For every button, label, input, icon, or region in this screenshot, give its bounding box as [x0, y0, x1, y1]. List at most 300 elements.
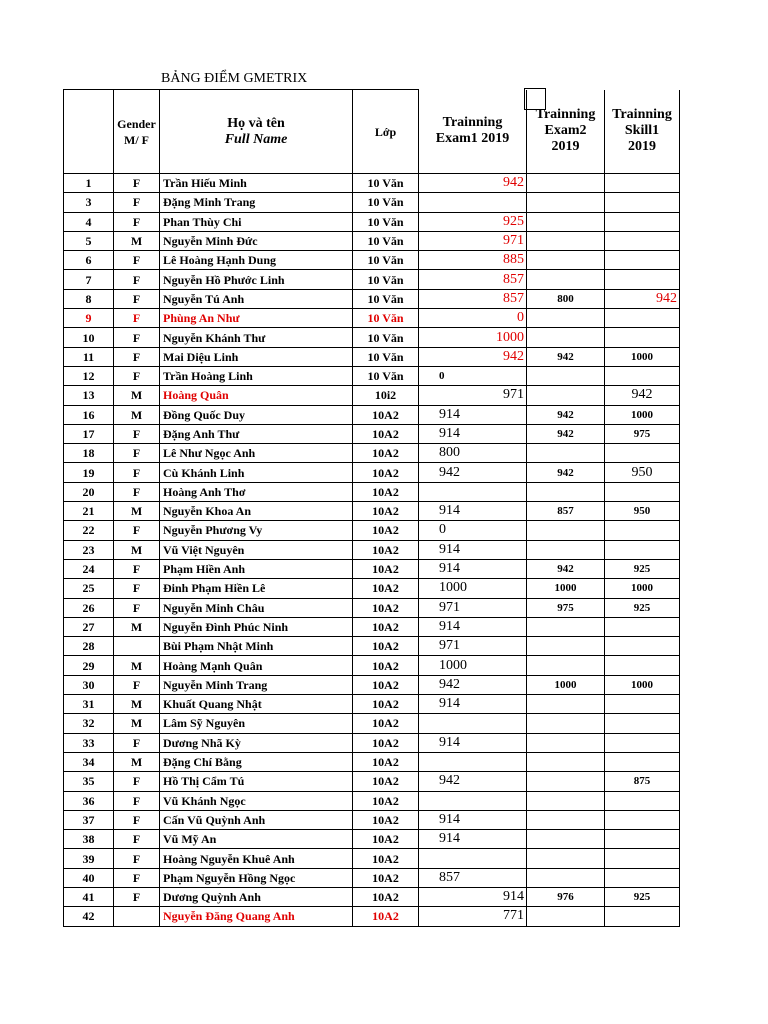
- full-name-cell: Hồ Thị Cẩm Tú: [160, 772, 353, 791]
- exam2-score: 800: [527, 289, 605, 308]
- exam2-score: 975: [527, 598, 605, 617]
- gender-cell: F: [114, 579, 160, 598]
- table-row: [64, 733, 680, 752]
- skill1-score-empty: [605, 540, 680, 559]
- table-row: [64, 270, 680, 289]
- skill1-score-empty: [605, 868, 680, 887]
- gender-cell: F: [114, 251, 160, 270]
- exam1-score: 914: [419, 540, 527, 559]
- skill1-score: 942: [605, 386, 680, 405]
- full-name-cell: Nguyễn Minh Trang: [160, 675, 353, 694]
- exam2-score: 1000: [527, 675, 605, 694]
- gender-cell: F: [114, 270, 160, 289]
- table-row: [64, 540, 680, 559]
- table-row: [64, 791, 680, 810]
- gender-cell: F: [114, 830, 160, 849]
- row-number: 42: [64, 907, 114, 926]
- class-cell: 10A2: [353, 502, 419, 521]
- exam2-score-empty: [527, 656, 605, 675]
- gender-cell: F: [114, 174, 160, 193]
- gender-cell: F: [114, 289, 160, 308]
- full-name-cell: Hoàng Nguyễn Khuê Anh: [160, 849, 353, 868]
- exam1-score: 1000: [419, 579, 527, 598]
- row-number: 10: [64, 328, 114, 347]
- row-number: 36: [64, 791, 114, 810]
- table-row: [64, 502, 680, 521]
- gender-cell: F: [114, 444, 160, 463]
- skill1-score-empty: [605, 733, 680, 752]
- full-name-cell: Cù Khánh Linh: [160, 463, 353, 482]
- header-gender: Gender M/ F: [114, 90, 160, 174]
- exam1-score: 885: [419, 251, 527, 270]
- table-row: [64, 424, 680, 443]
- header-skill1: Trainning Skill1 2019: [605, 90, 680, 174]
- exam2-score: 1000: [527, 579, 605, 598]
- exam1-score: 914: [419, 424, 527, 443]
- gender-cell: F: [114, 193, 160, 212]
- exam2-score-empty: [527, 752, 605, 771]
- full-name-cell: Nguyễn Đăng Quang Anh: [160, 907, 353, 926]
- exam2-score-empty: [527, 772, 605, 791]
- skill1-score-empty: [605, 444, 680, 463]
- exam2-score: 942: [527, 463, 605, 482]
- exam1-score: 857: [419, 868, 527, 887]
- table-row: [64, 405, 680, 424]
- exam1-score: 942: [419, 347, 527, 366]
- full-name-cell: Phạm Hiền Anh: [160, 559, 353, 578]
- exam2-score-empty: [527, 251, 605, 270]
- row-number: 17: [64, 424, 114, 443]
- class-cell: 10A2: [353, 637, 419, 656]
- table-row: [64, 366, 680, 385]
- exam2-score: 942: [527, 405, 605, 424]
- class-cell: 10A2: [353, 772, 419, 791]
- class-cell: 10 Văn: [353, 174, 419, 193]
- full-name-cell: Đồng Quốc Duy: [160, 405, 353, 424]
- row-number: 16: [64, 405, 114, 424]
- exam1-score: 914: [419, 810, 527, 829]
- class-cell: 10A2: [353, 579, 419, 598]
- class-cell: 10A2: [353, 791, 419, 810]
- class-cell: 10 Văn: [353, 251, 419, 270]
- skill1-score-empty: [605, 212, 680, 231]
- class-cell: 10 Văn: [353, 309, 419, 328]
- exam1-score: 914: [419, 617, 527, 636]
- row-number: 34: [64, 752, 114, 771]
- full-name-cell: Khuất Quang Nhật: [160, 695, 353, 714]
- row-number: 21: [64, 502, 114, 521]
- class-cell: 10A2: [353, 849, 419, 868]
- gender-cell: F: [114, 849, 160, 868]
- row-number: 29: [64, 656, 114, 675]
- row-number: 4: [64, 212, 114, 231]
- gender-cell: M: [114, 714, 160, 733]
- header-no: [64, 90, 114, 174]
- header-exam1: Trainning Exam1 2019: [419, 90, 527, 174]
- gender-cell: F: [114, 366, 160, 385]
- exam2-score-empty: [527, 617, 605, 636]
- table-row: [64, 579, 680, 598]
- table-row: [64, 714, 680, 733]
- gender-cell: F: [114, 309, 160, 328]
- gender-cell: M: [114, 617, 160, 636]
- full-name-cell: Bùi Phạm Nhật Minh: [160, 637, 353, 656]
- row-number: 33: [64, 733, 114, 752]
- full-name-cell: Hoàng Anh Thơ: [160, 482, 353, 501]
- class-cell: 10A2: [353, 521, 419, 540]
- row-number: 39: [64, 849, 114, 868]
- class-cell: 10 Văn: [353, 347, 419, 366]
- full-name-cell: Dương Quỳnh Anh: [160, 887, 353, 906]
- header-row: [64, 90, 680, 174]
- gender-cell: M: [114, 752, 160, 771]
- exam1-score: 1000: [419, 328, 527, 347]
- exam2-score-empty: [527, 521, 605, 540]
- full-name-cell: Nguyễn Minh Châu: [160, 598, 353, 617]
- row-number: 27: [64, 617, 114, 636]
- exam2-score-empty: [527, 174, 605, 193]
- exam1-score: 0: [419, 521, 527, 540]
- gender-cell: F: [114, 733, 160, 752]
- full-name-cell: Đặng Anh Thư: [160, 424, 353, 443]
- table-row: [64, 887, 680, 906]
- table-row: [64, 637, 680, 656]
- full-name-cell: Đặng Chí Bằng: [160, 752, 353, 771]
- full-name-cell: Đinh Phạm Hiền Lê: [160, 579, 353, 598]
- exam1-score: 942: [419, 463, 527, 482]
- skill1-score-empty: [605, 752, 680, 771]
- row-number: 35: [64, 772, 114, 791]
- exam2-score-empty: [527, 231, 605, 250]
- gender-cell: F: [114, 482, 160, 501]
- class-cell: 10A2: [353, 868, 419, 887]
- table-row: [64, 772, 680, 791]
- table-row: [64, 559, 680, 578]
- table-row: [64, 231, 680, 250]
- row-number: 1: [64, 174, 114, 193]
- full-name-cell: Nguyễn Đình Phúc Ninh: [160, 617, 353, 636]
- class-cell: 10A2: [353, 830, 419, 849]
- skill1-score: 1000: [605, 347, 680, 366]
- class-cell: 10 Văn: [353, 231, 419, 250]
- exam2-score-empty: [527, 328, 605, 347]
- exam1-score: 971: [419, 386, 527, 405]
- row-number: 28: [64, 637, 114, 656]
- class-cell: 10 Văn: [353, 212, 419, 231]
- skill1-score-empty: [605, 270, 680, 289]
- class-cell: 10A2: [353, 887, 419, 906]
- exam1-score: 857: [419, 270, 527, 289]
- full-name-cell: Phùng An Như: [160, 309, 353, 328]
- score-table: [63, 89, 680, 927]
- row-number: 24: [64, 559, 114, 578]
- exam2-score: 976: [527, 887, 605, 906]
- table-row: [64, 309, 680, 328]
- row-number: 6: [64, 251, 114, 270]
- full-name-cell: Trần Hoàng Linh: [160, 366, 353, 385]
- table-row: [64, 695, 680, 714]
- gender-cell: F: [114, 424, 160, 443]
- full-name-cell: Nguyễn Hồ Phước Linh: [160, 270, 353, 289]
- exam2-score-empty: [527, 733, 605, 752]
- exam1-score: 1000: [419, 656, 527, 675]
- skill1-score: 975: [605, 424, 680, 443]
- class-cell: 10 Văn: [353, 366, 419, 385]
- class-cell: 10A2: [353, 482, 419, 501]
- full-name-cell: Vũ Mỹ An: [160, 830, 353, 849]
- row-number: 22: [64, 521, 114, 540]
- exam2-score: 942: [527, 424, 605, 443]
- full-name-cell: Phan Thùy Chi: [160, 212, 353, 231]
- exam1-score: 942: [419, 675, 527, 694]
- skill1-score: 875: [605, 772, 680, 791]
- exam2-score-empty: [527, 830, 605, 849]
- row-number: 5: [64, 231, 114, 250]
- skill1-score: 942: [605, 289, 680, 308]
- class-cell: 10 Văn: [353, 270, 419, 289]
- skill1-score-empty: [605, 366, 680, 385]
- gender-cell: F: [114, 347, 160, 366]
- skill1-score-empty: [605, 174, 680, 193]
- exam2-score-empty: [527, 695, 605, 714]
- row-number: 25: [64, 579, 114, 598]
- skill1-score: 1000: [605, 675, 680, 694]
- class-cell: 10A2: [353, 598, 419, 617]
- table-row: [64, 251, 680, 270]
- class-cell: 10A2: [353, 733, 419, 752]
- class-cell: 10 Văn: [353, 328, 419, 347]
- exam1-score: 914: [419, 695, 527, 714]
- row-number: 26: [64, 598, 114, 617]
- row-number: 30: [64, 675, 114, 694]
- table-row: [64, 482, 680, 501]
- row-number: 31: [64, 695, 114, 714]
- gender-cell: F: [114, 887, 160, 906]
- exam2-score-empty: [527, 540, 605, 559]
- skill1-score: 925: [605, 887, 680, 906]
- skill1-score-empty: [605, 328, 680, 347]
- table-row: [64, 810, 680, 829]
- row-number: 11: [64, 347, 114, 366]
- row-number: 19: [64, 463, 114, 482]
- class-cell: 10A2: [353, 810, 419, 829]
- table-row: [64, 463, 680, 482]
- row-number: 3: [64, 193, 114, 212]
- full-name-cell: Nguyễn Khánh Thư: [160, 328, 353, 347]
- full-name-cell: Nguyễn Khoa An: [160, 502, 353, 521]
- skill1-score: 1000: [605, 579, 680, 598]
- gender-cell: F: [114, 521, 160, 540]
- skill1-score-empty: [605, 810, 680, 829]
- exam1-score: 914: [419, 887, 527, 906]
- skill1-score: 1000: [605, 405, 680, 424]
- table-row: [64, 174, 680, 193]
- gender-cell: F: [114, 328, 160, 347]
- class-cell: 10A2: [353, 463, 419, 482]
- table-row: [64, 617, 680, 636]
- exam1-score-empty: [419, 849, 527, 868]
- table-row: [64, 444, 680, 463]
- gender-cell: F: [114, 212, 160, 231]
- class-cell: 10A2: [353, 540, 419, 559]
- row-number: 20: [64, 482, 114, 501]
- skill1-score-empty: [605, 251, 680, 270]
- gender-cell: M: [114, 695, 160, 714]
- exam1-score: 771: [419, 907, 527, 926]
- header-name-en: Full Name: [224, 131, 288, 147]
- class-cell: 10A2: [353, 714, 419, 733]
- exam1-score: 914: [419, 405, 527, 424]
- table-row: [64, 386, 680, 405]
- table-row: [64, 521, 680, 540]
- full-name-cell: Hoàng Mạnh Quân: [160, 656, 353, 675]
- row-number: 38: [64, 830, 114, 849]
- full-name-cell: Vũ Việt Nguyên: [160, 540, 353, 559]
- exam1-score-empty: [419, 193, 527, 212]
- row-number: 13: [64, 386, 114, 405]
- exam2-score-empty: [527, 309, 605, 328]
- exam1-score: 971: [419, 231, 527, 250]
- skill1-score: 950: [605, 502, 680, 521]
- full-name-cell: Cấn Vũ Quỳnh Anh: [160, 810, 353, 829]
- gender-cell: M: [114, 231, 160, 250]
- exam1-score: 914: [419, 559, 527, 578]
- class-cell: 10A2: [353, 424, 419, 443]
- exam2-score-empty: [527, 386, 605, 405]
- table-row: [64, 289, 680, 308]
- exam1-score: 914: [419, 733, 527, 752]
- full-name-cell: Vũ Khánh Ngọc: [160, 791, 353, 810]
- full-name-cell: Phạm Nguyễn Hồng Ngọc: [160, 868, 353, 887]
- header-full-name: [160, 90, 353, 174]
- header-name-vi: Họ và tên: [227, 115, 285, 131]
- class-cell: 10A2: [353, 656, 419, 675]
- full-name-cell: Mai Diệu Linh: [160, 347, 353, 366]
- table-row: [64, 849, 680, 868]
- skill1-score-empty: [605, 309, 680, 328]
- exam2-score: 942: [527, 347, 605, 366]
- table-row: [64, 598, 680, 617]
- skill1-score-empty: [605, 695, 680, 714]
- skill1-score-empty: [605, 637, 680, 656]
- class-cell: 10A2: [353, 695, 419, 714]
- exam1-score-empty: [419, 791, 527, 810]
- skill1-score-empty: [605, 656, 680, 675]
- class-cell: 10A2: [353, 907, 419, 926]
- exam1-score: 0: [419, 366, 527, 385]
- exam1-score: 942: [419, 772, 527, 791]
- table-row: [64, 675, 680, 694]
- table-row: [64, 830, 680, 849]
- row-number: 32: [64, 714, 114, 733]
- exam1-score: 925: [419, 212, 527, 231]
- gender-cell: M: [114, 540, 160, 559]
- exam1-score: 857: [419, 289, 527, 308]
- table-row: [64, 212, 680, 231]
- full-name-cell: Nguyễn Tú Anh: [160, 289, 353, 308]
- full-name-cell: Lê Như Ngọc Anh: [160, 444, 353, 463]
- full-name-cell: Dương Nhã Kỳ: [160, 733, 353, 752]
- gender-cell: [114, 907, 160, 926]
- exam2-score-empty: [527, 637, 605, 656]
- exam1-score-empty: [419, 752, 527, 771]
- gender-cell: M: [114, 656, 160, 675]
- gender-cell: M: [114, 502, 160, 521]
- table-row: [64, 868, 680, 887]
- gender-cell: F: [114, 810, 160, 829]
- gender-cell: F: [114, 463, 160, 482]
- gender-cell: F: [114, 772, 160, 791]
- row-number: 18: [64, 444, 114, 463]
- exam1-score: 0: [419, 309, 527, 328]
- class-cell: 10A2: [353, 444, 419, 463]
- class-cell: 10A2: [353, 675, 419, 694]
- gender-cell: F: [114, 598, 160, 617]
- gender-cell: F: [114, 675, 160, 694]
- exam2-score-empty: [527, 444, 605, 463]
- row-number: 9: [64, 309, 114, 328]
- skill1-score: 950: [605, 463, 680, 482]
- class-cell: 10A2: [353, 617, 419, 636]
- table-row: [64, 193, 680, 212]
- exam2-score-empty: [527, 714, 605, 733]
- full-name-cell: Lâm Sỹ Nguyên: [160, 714, 353, 733]
- full-name-cell: Trần Hiếu Minh: [160, 174, 353, 193]
- skill1-score-empty: [605, 830, 680, 849]
- exam2-score-empty: [527, 849, 605, 868]
- skill1-score-empty: [605, 231, 680, 250]
- skill1-score-empty: [605, 907, 680, 926]
- gender-cell: [114, 637, 160, 656]
- exam2-score: 857: [527, 502, 605, 521]
- exam2-score-empty: [527, 907, 605, 926]
- exam2-score-empty: [527, 482, 605, 501]
- exam1-score: 914: [419, 830, 527, 849]
- skill1-score-empty: [605, 849, 680, 868]
- class-cell: 10 Văn: [353, 193, 419, 212]
- row-number: 40: [64, 868, 114, 887]
- exam1-score: 800: [419, 444, 527, 463]
- skill1-score-empty: [605, 521, 680, 540]
- skill1-score-empty: [605, 482, 680, 501]
- exam1-score: 971: [419, 598, 527, 617]
- skill1-score-empty: [605, 791, 680, 810]
- header-class: Lớp: [353, 90, 419, 174]
- class-cell: 10 Văn: [353, 289, 419, 308]
- full-name-cell: Nguyễn Phương Vy: [160, 521, 353, 540]
- row-number: 12: [64, 366, 114, 385]
- full-name-cell: Đặng Minh Trang: [160, 193, 353, 212]
- row-number: 8: [64, 289, 114, 308]
- gender-cell: F: [114, 868, 160, 887]
- exam2-score-empty: [527, 212, 605, 231]
- row-number: 41: [64, 887, 114, 906]
- gender-cell: M: [114, 405, 160, 424]
- table-row: [64, 347, 680, 366]
- exam1-score: 942: [419, 174, 527, 193]
- exam1-score-empty: [419, 714, 527, 733]
- class-cell: 10A2: [353, 752, 419, 771]
- full-name-cell: Lê Hoàng Hạnh Dung: [160, 251, 353, 270]
- full-name-cell: Hoàng Quân: [160, 386, 353, 405]
- skill1-score-empty: [605, 617, 680, 636]
- gender-cell: F: [114, 791, 160, 810]
- table-row: [64, 328, 680, 347]
- class-cell: 10i2: [353, 386, 419, 405]
- exam2-score-empty: [527, 810, 605, 829]
- header-exam2: Trainning Exam2 2019: [527, 90, 605, 174]
- skill1-score-empty: [605, 714, 680, 733]
